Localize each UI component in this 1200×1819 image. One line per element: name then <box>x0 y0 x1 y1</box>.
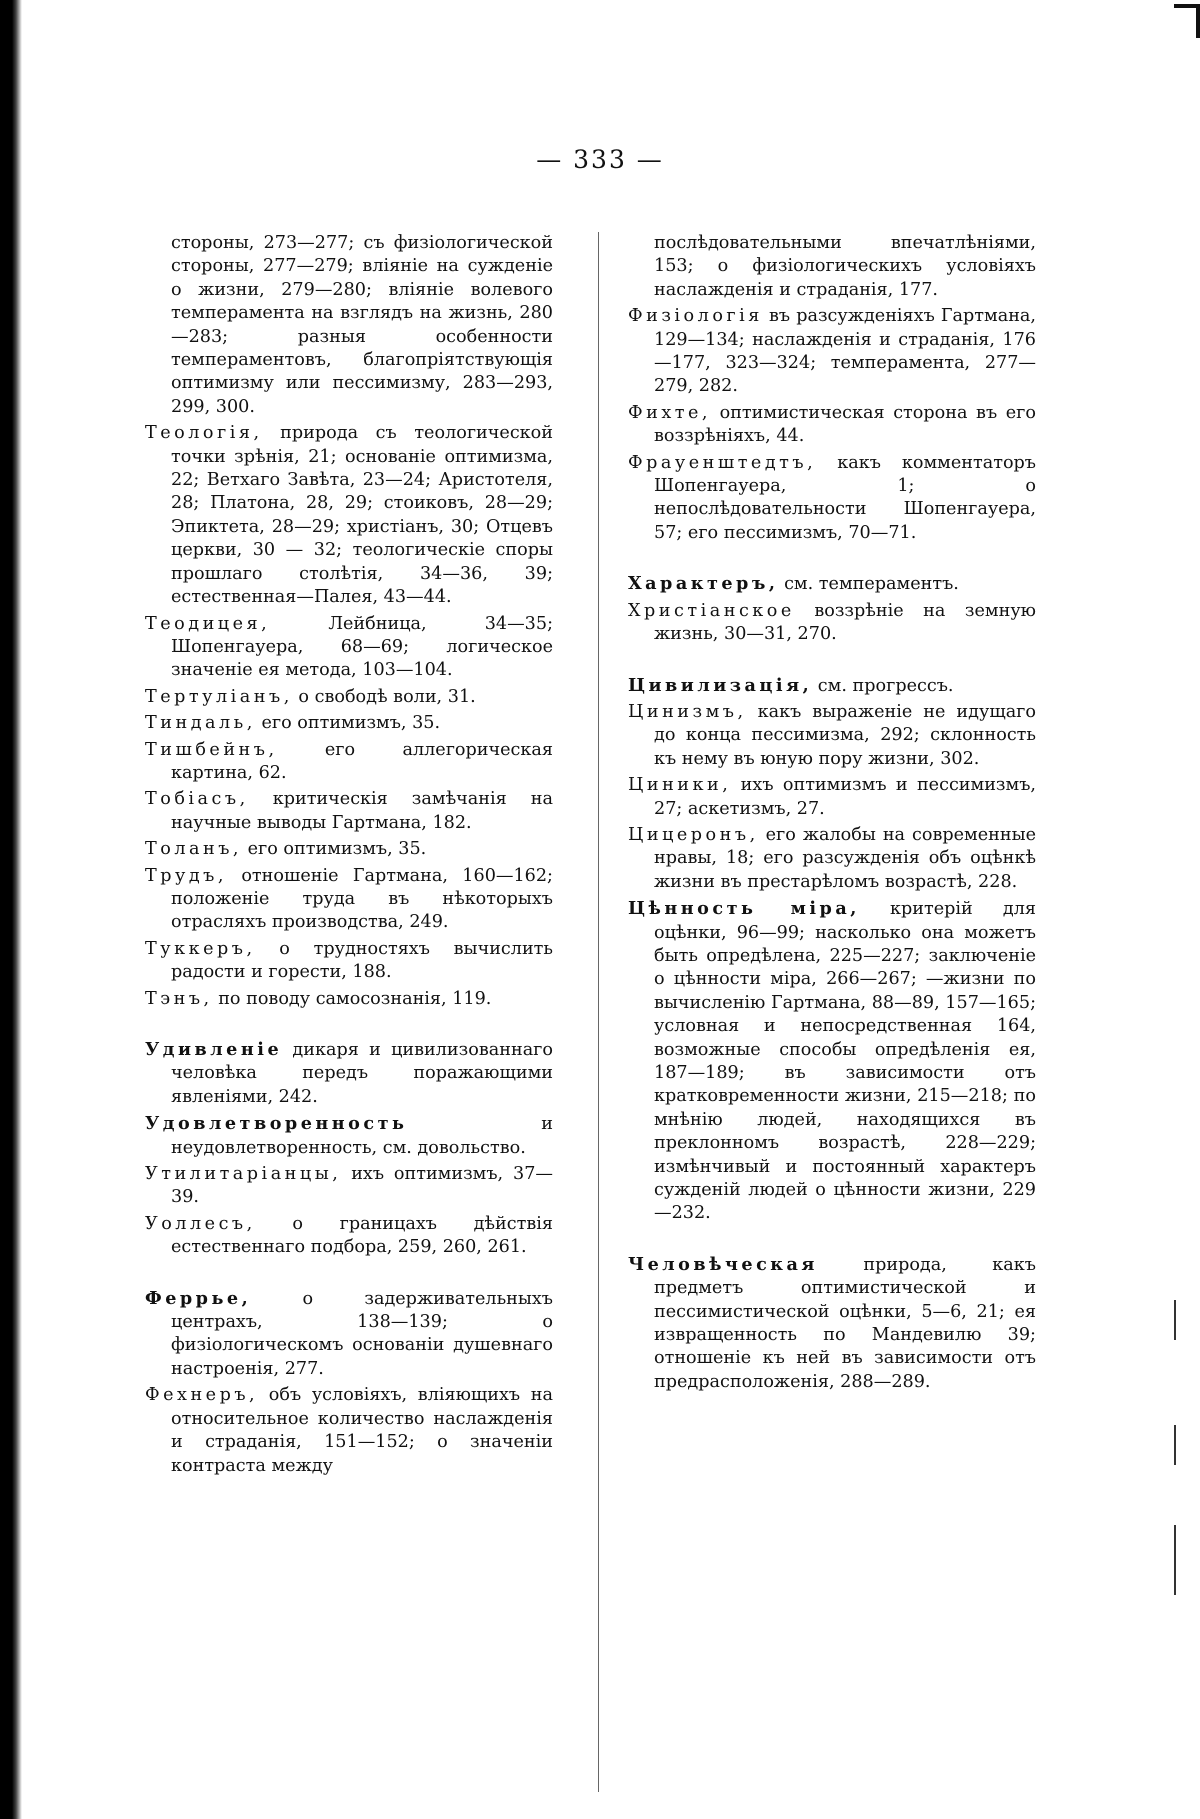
index-entry-text: отношенiе Гартмана, 160—162; положенiе труда въ нѣкоторыхъ отрасляхъ производства, 249. <box>171 865 553 933</box>
index-entry <box>145 1112 553 1160</box>
index-headword: Цицеронъ, <box>628 824 759 845</box>
index-headword: Цѣнность мiра, <box>628 898 860 920</box>
index-entry <box>145 838 553 861</box>
index-entry <box>145 1163 553 1210</box>
index-entry <box>145 232 553 419</box>
index-entry <box>145 788 553 835</box>
index-headword: Цивилизацiя, <box>628 674 813 696</box>
index-headword: Тишбейнъ, <box>145 739 278 760</box>
index-entry-text: см. темпераментъ. <box>778 574 959 595</box>
index-entry-text: ихъ оптимизмъ и пессимизмъ, 27; аскетизмъ, 27. <box>654 775 1036 819</box>
index-headword: Человѣческая <box>628 1253 818 1275</box>
index-headword: Феррье, <box>145 1287 252 1309</box>
index-entry <box>145 422 553 609</box>
index-entry-text: критическiя замѣчанiя на научные выводы Гартмана, 182. <box>171 789 553 833</box>
index-column-left <box>145 232 553 1478</box>
index-entry <box>145 865 553 935</box>
index-headword: Фехнеръ, <box>145 1385 259 1406</box>
index-headword: Теологiя, <box>145 423 263 444</box>
edge-mark <box>1174 1425 1176 1465</box>
index-entry <box>628 824 1036 894</box>
index-column-right <box>628 232 1036 1394</box>
index-entry-text: его жалобы на современные нравы, 18; его разсужденiя объ оцѣнкѣ жизни въ престарѣломъ возрастѣ, 228. <box>654 824 1036 892</box>
index-entry-text: ихъ оптимизмъ, 37—39. <box>171 1164 553 1208</box>
index-entry-text: объ условiяхъ, влiяющихъ на относительное количество наслажденiя и страданiя, 151—152; о значенiи контраста между <box>171 1385 553 1476</box>
index-headword: Фрауенштедтъ, <box>628 452 817 473</box>
index-entry <box>145 1213 553 1260</box>
index-entry-text: послѣдовательными впечатлѣнiями, 153; о физiологическихъ условiяхъ наслажденiя и страданiя, 177. <box>654 233 1036 300</box>
index-entry-text: по поводу самосознанiя, 119. <box>212 988 492 1009</box>
index-headword: Тертулiанъ, <box>145 686 293 707</box>
index-entry-text: его оптимизмъ, 35. <box>255 713 441 734</box>
index-entry <box>628 774 1036 821</box>
index-entry-text: воззрѣнiе на земную жизнь, 30—31, 270. <box>654 600 1036 645</box>
index-entry-text: природа съ теологической точки зрѣнiя, 21; основанiе оптимизма, 22; Ветхаго Завѣта, 23—24; Аристотеля, 28; Платона, 28, 29; стоиковъ, 28—29; Эпиктета, 28—29; христiанъ, 30; Отцевъ церкви, 30 — 32; теологическiе споры прошлаго столѣтiя, 34—36, 39; естественная—Палея, 43—44. <box>171 423 553 608</box>
index-headword: Удовлетворенность <box>145 1113 408 1135</box>
index-entry <box>145 1384 553 1478</box>
index-headword: Фихте, <box>628 402 711 423</box>
index-headword: Характеръ, <box>628 573 779 595</box>
index-entry <box>628 1253 1036 1394</box>
index-entry-text: и неудовлетворенность, см. довольство. <box>171 1114 553 1158</box>
index-headword: Удивленiе <box>145 1039 283 1060</box>
index-entry-text: критерiй для оцѣнки, 96—99; насколько она можетъ быть опредѣлена, 225—227; заключенiе о цѣнности мiра, 266—267; —жизни по вычисленiю Гартмана, 88—89, 157—165; условная и непосредственная 164, возможные способы опредѣленiя ея, 187—189; въ зависимости отъ кратковременности жизни, 215—218; по мнѣнiю людей, находящихся въ преклонномъ возрастѣ, 228—229; измѣнчивый и постоянный характеръ сужденiй людей о цѣнности жизни, 229—232. <box>654 899 1036 1224</box>
index-entry-text: Лейбница, 34—35; Шопенгауера, 68—69; логическое значенiе ея метода, 103—104. <box>171 613 553 681</box>
index-entry-text: о границахъ дѣйствiя естественнаго подбора, 259, 260, 261. <box>171 1213 553 1258</box>
index-entry <box>628 897 1036 1226</box>
index-entry <box>628 572 1036 596</box>
index-entry-text: въ разсужденiяхъ Гартмана, 129—134; наслажденiя и страданiя, 176—177, 323—324; темперамента, 277—279, 282. <box>654 306 1036 397</box>
index-headword: Уоллесъ, <box>145 1213 256 1234</box>
index-entry <box>145 1038 553 1109</box>
index-entry <box>145 938 553 985</box>
index-headword: Тэнъ, <box>145 988 213 1009</box>
index-entry-text: какъ выраженiе не идущаго до конца пессимизма, 292; склонность къ нему въ юную пору жизни, 302. <box>654 701 1036 769</box>
index-entry <box>628 232 1036 302</box>
column-divider <box>598 232 599 1792</box>
corner-mark-vertical <box>1196 4 1200 38</box>
index-entry-text: природа, какъ предметъ оптимистической и пессимистической оцѣнки, 5—6, 21; ея извращенность по Мандевилю 39; отношенiе къ ней въ зависимости отъ предрасположенiя, 288—289. <box>654 1254 1036 1392</box>
index-headword: Христiанское <box>628 600 795 621</box>
book-spine-shadow <box>0 0 22 1819</box>
edge-mark <box>1174 1300 1176 1340</box>
index-entry <box>145 686 553 709</box>
index-entry-text: какъ комментаторъ Шопенгауера, 1; о непослѣдовательности Шопенгауера, 57; его пессимизмъ, 70—71. <box>654 452 1036 543</box>
index-entry <box>145 988 553 1011</box>
index-headword: Физiологiя <box>628 306 763 327</box>
index-entry <box>628 452 1036 546</box>
index-headword: Тобiасъ, <box>145 789 249 810</box>
index-entry <box>145 1287 553 1382</box>
index-entry <box>628 600 1036 647</box>
index-headword: Тиндаль, <box>145 713 256 734</box>
index-entry-text: см. прогрессъ. <box>812 675 954 696</box>
index-entry-text: о свободѣ воли, 31. <box>292 686 476 707</box>
index-headword: Утилитарiанцы, <box>145 1164 342 1185</box>
index-entry <box>145 739 553 786</box>
index-entry-text: о задерживательныхъ центрахъ, 138—139; о физiологическомъ основанiи душевнаго настроенiя, 277. <box>171 1288 553 1379</box>
index-entry-text: о трудностяхъ вычислить радости и горести, 188. <box>171 938 553 983</box>
page-number: — 333 — <box>536 145 664 174</box>
index-headword: Трудъ, <box>145 865 227 886</box>
index-headword: Туккеръ, <box>145 938 256 959</box>
index-headword: Циники, <box>628 775 732 796</box>
index-headword: Теодицея, <box>145 613 271 634</box>
index-entry <box>628 305 1036 399</box>
index-entry <box>628 701 1036 771</box>
index-headword: Толанъ, <box>145 839 243 860</box>
index-entry <box>628 402 1036 449</box>
index-entry <box>145 613 553 683</box>
index-entry-text: дикаря и цивилизованнаго человѣка передъ поражающими явленiями, 242. <box>171 1040 553 1107</box>
index-entry <box>628 674 1036 698</box>
index-entry-text: стороны, 273—277; съ физiологической стороны, 277—279; влiянiе на сужденiе о жизни, 279—280; влiянiе волевого темперамента на взглядъ на жизнь, 280—283; разныя особенности темпераментовъ, благопрiятствующiя оптимизму или пессимизму, 283—293, 299, 300. <box>171 233 553 417</box>
index-entry <box>145 712 553 735</box>
index-entry-text: его оптимизмъ, 35. <box>242 839 427 860</box>
edge-mark <box>1174 1525 1176 1595</box>
index-entry-text: его аллегорическая картина, 62. <box>171 739 553 783</box>
index-headword: Цинизмъ, <box>628 701 747 722</box>
index-entry-text: оптимистическая сторона въ его воззрѣнiяхъ, 44. <box>654 402 1036 447</box>
